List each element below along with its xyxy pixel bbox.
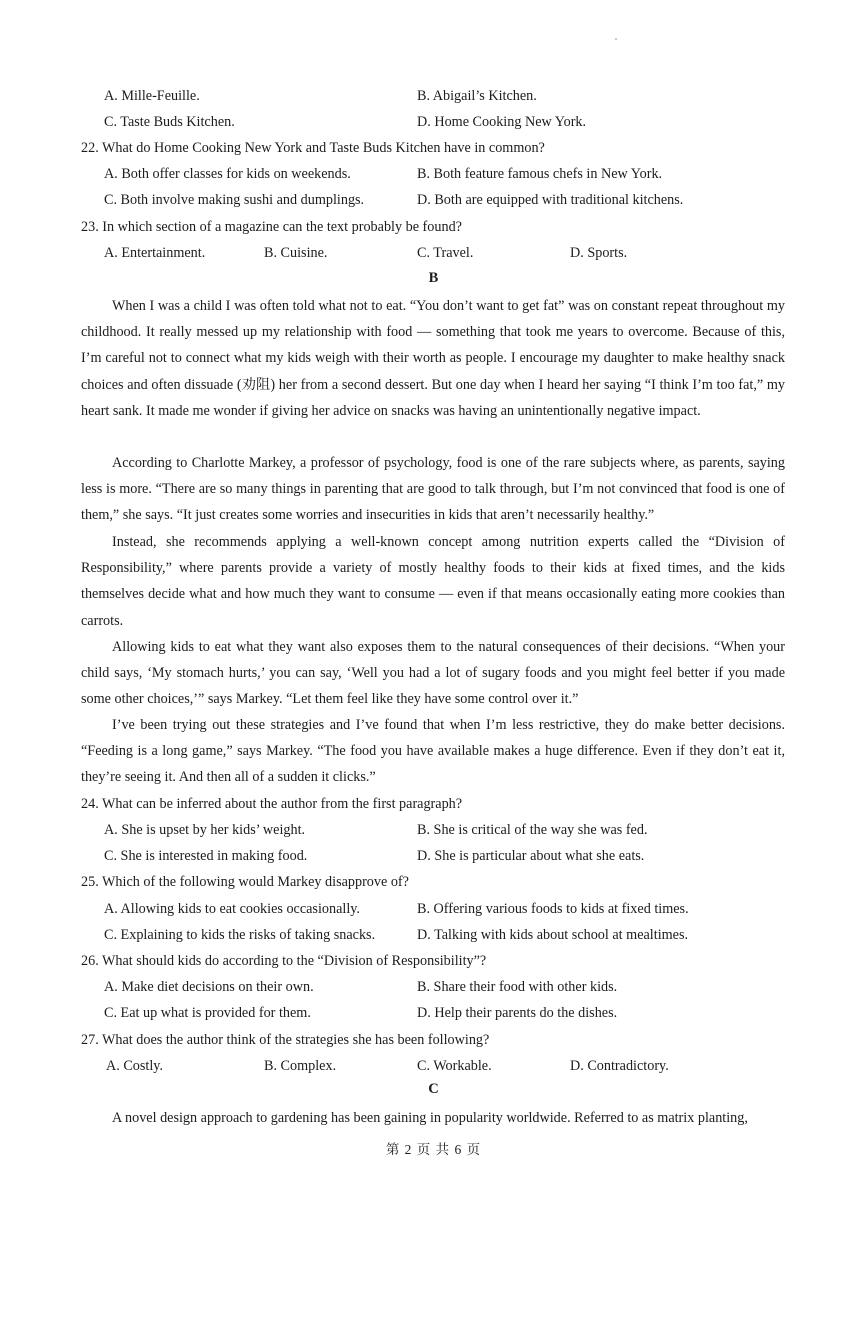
q27-stem: [0, 1030, 867, 1050]
page-number-footer: 第 2 页 共 6 页: [385, 1142, 482, 1157]
q23-option-b: B. Cuisine.: [264, 245, 328, 261]
q25-option-d: D. Talking with kids about school at mealtimes.: [417, 927, 689, 943]
q21-options-row-1: [0, 86, 867, 106]
q22-option-a: A. Both offer classes for kids on weekends.: [104, 166, 351, 182]
passage-b-paragraph-3: Instead, she recommends applying a well-known concept among nutrition experts called the “Division of Responsibility,” where parents provide a variety of mostly healthy foods to their kids at fixed times, and the kids themselves decide what and how much they want to consume — even if that means occasionally eating more cookies than carrots.: [81, 534, 785, 629]
q22-stem-text: 22. What do Home Cooking New York and Taste Buds Kitchen have in common?: [81, 140, 545, 156]
q21-options-row-2: [0, 112, 867, 132]
q27-option-c: C. Workable.: [417, 1058, 492, 1074]
q24-option-b: B. She is critical of the way she was fed.: [417, 822, 648, 838]
q22-options-row-1: [0, 164, 867, 184]
q23-option-c: C. Travel.: [417, 245, 474, 261]
q22-option-c: C. Both involve making sushi and dumplings.: [104, 192, 365, 208]
q23-option-d: D. Sports.: [570, 245, 628, 261]
q26-option-d: D. Help their parents do the dishes.: [417, 1005, 618, 1021]
q26-options-row-2: [0, 1003, 867, 1023]
q27-option-d: D. Contradictory.: [570, 1058, 669, 1074]
q23-stem: [0, 217, 867, 237]
q27-stem-text: 27. What does the author think of the strategies she has been following?: [81, 1032, 490, 1048]
q25-option-b: B. Offering various foods to kids at fixed times.: [417, 901, 689, 917]
q21-option-d: D. Home Cooking New York.: [417, 114, 587, 130]
q24-options-row-1: [0, 820, 867, 840]
passage-c-first-line-text: A novel design approach to gardening has been gaining in popularity worldwide. Referred to as matrix planting,: [112, 1110, 748, 1126]
q25-stem: [0, 872, 867, 892]
q26-option-a: A. Make diet decisions on their own.: [104, 979, 314, 995]
q23-option-a: A. Entertainment.: [104, 245, 206, 261]
q24-stem: [0, 794, 867, 814]
q21-option-c: C. Taste Buds Kitchen.: [104, 114, 235, 130]
q21-option-a: A. Mille-Feuille.: [104, 88, 200, 104]
q25-options-row-2: [0, 925, 867, 945]
q26-stem-text: 26. What should kids do according to the “Division of Responsibility”?: [81, 953, 487, 969]
q22-option-d: D. Both are equipped with traditional kitchens.: [417, 192, 684, 208]
section-b-heading: B: [428, 270, 439, 286]
q25-option-a: A. Allowing kids to eat cookies occasionally.: [104, 901, 360, 917]
q25-option-c: C. Explaining to kids the risks of taking snacks.: [104, 927, 376, 943]
q22-options-row-2: [0, 190, 867, 210]
section-c-heading: C: [428, 1081, 439, 1097]
q23-stem-text: 23. In which section of a magazine can the text probably be found?: [81, 219, 462, 235]
passage-b-paragraph-2: According to Charlotte Markey, a professor of psychology, food is one of the rare subjects where, as parents, saying less is more. “There are so many things in parenting that are good to talk through, but I’m not convinced that food is one of them,” she says. “It just creates some worries and insecurities in kids that aren’t necessarily healthy.”: [81, 455, 785, 524]
q25-stem-text: 25. Which of the following would Markey disapprove of?: [81, 874, 409, 890]
q27-options-row: [0, 1056, 867, 1076]
q26-options-row-1: [0, 977, 867, 997]
passage-c-first-line: [0, 1108, 867, 1128]
q26-option-c: C. Eat up what is provided for them.: [104, 1005, 311, 1021]
q26-stem: [0, 951, 867, 971]
passage-b-paragraph-1: When I was a child I was often told what not to eat. “You don’t want to get fat” was on constant repeat throughout my childhood. It really messed up my relationship with food — something that took me years to overcome. Because of this, I’m careful not to connect what my kids weigh with their worth as people. I encourage my daughter to make healthy snack choices and often dissuade (劝阻) her from a second dessert. But one day when I heard her saying “I think I’m too fat,” my heart sank. It made me wonder if giving her advice on snacks was having an unintentionally negative impact.: [81, 298, 785, 419]
q25-options-row-1: [0, 899, 867, 919]
q26-option-b: B. Share their food with other kids.: [417, 979, 618, 995]
passage-b-paragraph-5: I’ve been trying out these strategies and I’ve found that when I’m less restrictive, they do make better decisions. “Feeding is a long game,” says Markey. “The food you have available makes a huge difference. Even if they don’t eat it, they’re seeing it. And then all of a sudden it clicks.”: [81, 717, 785, 786]
q24-option-c: C. She is interested in making food.: [104, 848, 308, 864]
passage-b-paragraph-4: Allowing kids to eat what they want also exposes them to the natural consequences of their decisions. “When your child says, ‘My stomach hurts,’ you can say, ‘Well you had a lot of sugary foods and you might feel better if you made some other choices,’” says Markey. “Let them feel like they have some control over it.”: [81, 639, 785, 708]
q23-options-row: [0, 243, 867, 263]
q21-option-b: B. Abigail’s Kitchen.: [417, 88, 537, 104]
q22-stem: [0, 138, 867, 158]
scan-mark: [615, 38, 617, 40]
q27-option-a: A. Costly.: [106, 1058, 164, 1074]
q27-option-b: B. Complex.: [264, 1058, 337, 1074]
q24-stem-text: 24. What can be inferred about the author from the first paragraph?: [81, 796, 463, 812]
q22-option-b: B. Both feature famous chefs in New York.: [417, 166, 663, 182]
q24-option-a: A. She is upset by her kids’ weight.: [104, 822, 306, 838]
q24-option-d: D. She is particular about what she eats.: [417, 848, 645, 864]
q24-options-row-2: [0, 846, 867, 866]
